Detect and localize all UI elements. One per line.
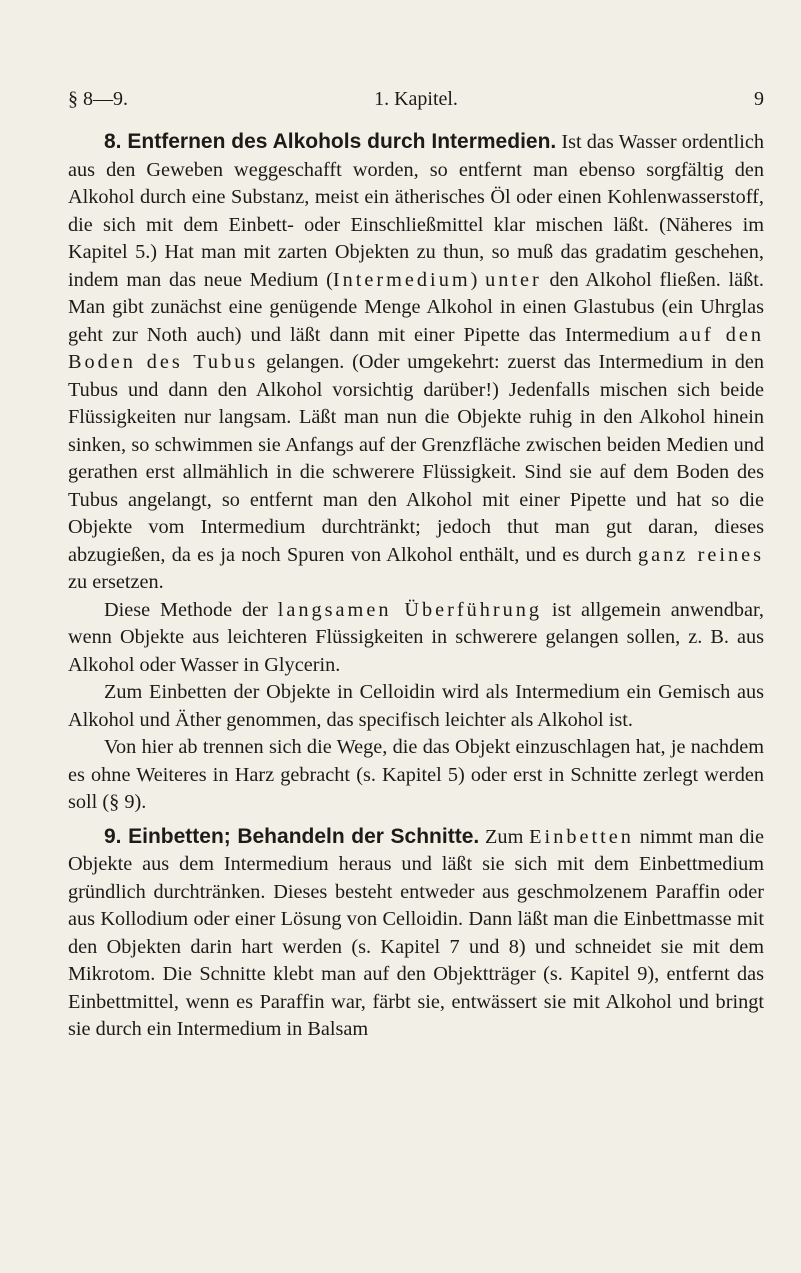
page-number: 9 <box>754 88 764 110</box>
term-intermedium: Intermedium <box>332 268 471 291</box>
emphasis-unter: unter <box>485 268 542 291</box>
emphasis-ganz-reines: ganz reines <box>638 543 765 566</box>
section-9-paragraph-1: 9. Einbetten; Behandeln der Schnitte. Zum Einbetten nimmt man die Objekte aus dem Intermedium heraus und läßt sie sich mit dem Einbettmedium gründlich durchtränken. Dieses besteht entweder aus geschmolzenem Paraffin oder aus Kollodium oder einer Lösung von Celloidin. Dann läßt man die Einbettmasse mit den Objekten darin hart werden (s. Kapitel 7 und 8) und schneidet sie mit dem Mikrotom. Die Schnitte klebt man auf den Objektträger (s. Kapitel 9), entfernt das Einbettmittel, wenn es Paraffin war, färbt sie, entwässert sie mit Alkohol und bringt sie durch ein Intermedium in Balsam <box>68 824 765 1040</box>
section-8-paragraph-3: Zum Einbetten der Objekte in Celloidin wird als Intermedium ein Gemisch aus Alkohol und Äther genommen, das specifisch leichter als Alkohol ist. <box>68 681 764 731</box>
emphasis-langsamen-ueberfuehrung: langsamen Überführung <box>277 598 543 621</box>
chapter-title: 1. Kapitel. <box>374 88 458 110</box>
section-8-heading: 8. Entfernen des Alkohols durch Intermedien. <box>104 130 557 153</box>
emphasis-einbetten: Einbetten <box>529 825 634 848</box>
section-8-paragraph-4: Von hier ab trennen sich die Wege, die das Objekt einzuschlagen hat, je nachdem es ohne Weiteres in Harz gebracht (s. Kapitel 5) oder erst in Schnitte zerlegt werden soll (§ 9). <box>68 736 764 813</box>
running-head <box>68 86 764 112</box>
section-8-paragraph-2: Diese Methode der langsamen Überführung ist allgemein anwendbar, wenn Objekte aus leichteren Flüssigkeiten in schwerere gelangen sollen, z. B. aus Alkohol oder Wasser in Glycerin. <box>68 598 764 676</box>
section-9-heading: 9. Einbetten; Behandeln der Schnitte. <box>104 824 480 848</box>
section-marker: § 8—9. <box>68 88 128 110</box>
emphasis-auf-den-boden: auf den Boden des Tubus <box>68 323 764 373</box>
section-8-paragraph-1: 8. Entfernen des Alkohols durch Intermedien. Ist das Wasser ordentlich aus den Geweben weggeschafft worden, so entfernt man ebenso sorgfältig den Alkohol durch eine Substanz, meist ein ätherisches Öl oder einen Kohlenwasserstoff, die sich mit dem Einbett- oder Einschließmittel klar mischen läßt. (Näheres im Kapitel 5.) Hat man mit zarten Objekten zu thun, so muß das gradatim geschehen, indem man das neue Medium (Intermedium) unter den Alkohol fließen. läßt. Man gibt zunächst eine genügende Menge Alkohol in einen Glastubus (ein Uhrglas geht zur Noth auch) und läßt dann mit einer Pipette das Intermedium auf den Boden des Tubus gelangen. (Oder umgekehrt: zuerst das Intermedium in den Tubus und dann den Alkohol vorsichtig darüber!) Jedenfalls mischen sich beide Flüssigkeiten nur langsam. Läßt man nun die Objekte ruhig in den Alkohol hinein sinken, so schwimmen sie Anfangs auf der Grenzfläche zwischen beiden Medien und gerathen erst allmählich in die schwerere Flüssigkeit. Sind sie auf dem Boden des Tubus angelangt, so entfernt man den Alkohol mit einer Pipette und hat so die Objekte vom Intermedium durchtränkt; jedoch thut man gut daran, dieses abzugießen, da es ja noch Spuren von Alkohol enthält, und es durch ganz reines zu ersetzen. <box>68 130 765 593</box>
body-text <box>68 128 764 1044</box>
